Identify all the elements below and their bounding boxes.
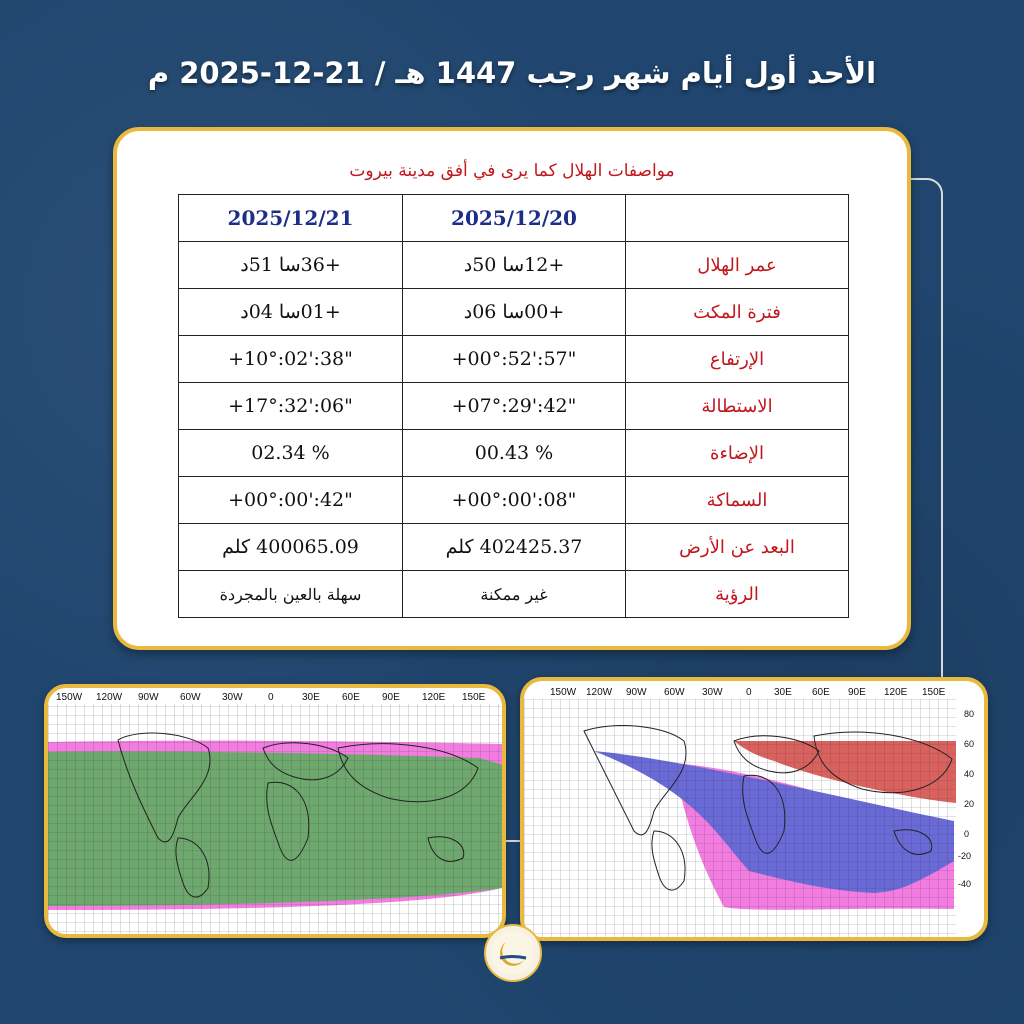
cell-day20 [403, 571, 626, 618]
lon-label: 90E [848, 687, 866, 698]
table-row [179, 336, 849, 383]
value-day21: سهلة بالعين بالمجردة [219, 584, 362, 604]
lon-label: 60E [812, 687, 830, 698]
table-row [179, 383, 849, 430]
table-header-row [179, 195, 849, 242]
table-row [179, 571, 849, 618]
cell-day21 [179, 477, 403, 524]
cell-day20 [403, 477, 626, 524]
lon-label: 60E [342, 692, 360, 703]
row-label: عمر الهلال [626, 242, 849, 289]
moon-spec-table [178, 194, 849, 618]
lon-label: 120E [422, 692, 446, 703]
lat-label: 60 [964, 739, 975, 749]
moon-spec-card [113, 127, 911, 650]
header-empty [626, 195, 849, 242]
lon-label: 120W [96, 692, 123, 703]
lon-label: 30W [702, 687, 723, 698]
lon-label: 150E [922, 687, 946, 698]
brand-logo [484, 924, 542, 982]
lat-label: 0 [964, 829, 970, 839]
lon-label: 0 [268, 692, 274, 703]
lon-label: 30E [302, 692, 320, 703]
map-svg-day21 [48, 688, 502, 934]
lon-label: 30E [774, 687, 792, 698]
lon-label: 120E [884, 687, 908, 698]
cell-day20 [403, 336, 626, 383]
cell-day20 [403, 524, 626, 571]
card-title: مواصفات الهلال كما يرى في أفق مدينة بيروت [349, 161, 675, 181]
table-row [179, 524, 849, 571]
cell-day21 [179, 383, 403, 430]
value-day20: +00°:00':08" [451, 489, 577, 511]
value-day21: +00°:00':42" [228, 489, 353, 511]
lon-label: 150E [462, 692, 486, 703]
cell-day21 [179, 430, 403, 477]
row-label: الإرتفاع [626, 336, 849, 383]
cell-day20 [403, 289, 626, 336]
table-row [179, 477, 849, 524]
map-svg-day20 [524, 681, 984, 937]
cell-day20 [403, 242, 626, 289]
visibility-map-day20 [520, 677, 988, 941]
table-row [179, 289, 849, 336]
table-row [179, 430, 849, 477]
value-day21: +17°:32':06" [228, 395, 353, 417]
lat-label: -20 [958, 851, 972, 861]
lon-label: 60W [180, 692, 201, 703]
table-row [179, 242, 849, 289]
value-day21: +10°:02':38" [228, 348, 353, 370]
visibility-map-day21 [44, 684, 506, 938]
cell-day21 [179, 524, 403, 571]
lon-label: 90W [138, 692, 159, 703]
header-date-20: 2025/12/20 [403, 195, 626, 242]
value-day21: +01سا 04د [240, 301, 341, 323]
value-day21: +36سا 51د [240, 254, 341, 276]
page-headline: الأحد أول أيام شهر رجب 1447 هـ / 21-12-2025 م [147, 56, 877, 90]
lon-label: 60W [664, 687, 685, 698]
map-label-row [550, 687, 946, 698]
value-day20: +12سا 50د [463, 254, 565, 276]
crescent-logo-icon [486, 926, 540, 980]
row-label: البعد عن الأرض [626, 524, 849, 571]
cell-day20 [403, 383, 626, 430]
header-date-21: 2025/12/21 [179, 195, 403, 242]
cell-day20 [403, 430, 626, 477]
lon-label: 150W [56, 692, 83, 703]
map-lat-labels [958, 709, 974, 889]
row-label: السماكة [626, 477, 849, 524]
cell-day21 [179, 289, 403, 336]
value-day20: 402425.37 كلم [445, 536, 583, 558]
lon-label: 90E [382, 692, 400, 703]
row-label: فترة المكث [626, 289, 849, 336]
lon-label: 30W [222, 692, 243, 703]
lon-label: 150W [550, 687, 577, 698]
lat-label: 20 [964, 799, 975, 809]
lat-label: 40 [964, 769, 975, 779]
lat-label: -40 [958, 879, 972, 889]
value-day20: +00°:52':57" [451, 348, 577, 370]
lon-label: 120W [586, 687, 613, 698]
row-label: الاستطالة [626, 383, 849, 430]
cell-day21 [179, 242, 403, 289]
value-day20: 00.43 % [474, 442, 554, 464]
lat-label: 80 [964, 709, 975, 719]
map-grid [48, 704, 502, 934]
value-day21: 02.34 % [251, 442, 330, 464]
map-label-row [56, 692, 486, 703]
lon-label: 0 [746, 687, 752, 698]
value-day20: +00سا 06د [463, 301, 565, 323]
row-label: الرؤية [626, 571, 849, 618]
row-label: الإضاءة [626, 430, 849, 477]
lon-label: 90W [626, 687, 647, 698]
value-day20: غير ممكنة [480, 584, 548, 604]
cell-day21 [179, 336, 403, 383]
cell-day21 [179, 571, 403, 618]
value-day21: 400065.09 كلم [222, 536, 359, 558]
value-day20: +07°:29':42" [451, 395, 577, 417]
